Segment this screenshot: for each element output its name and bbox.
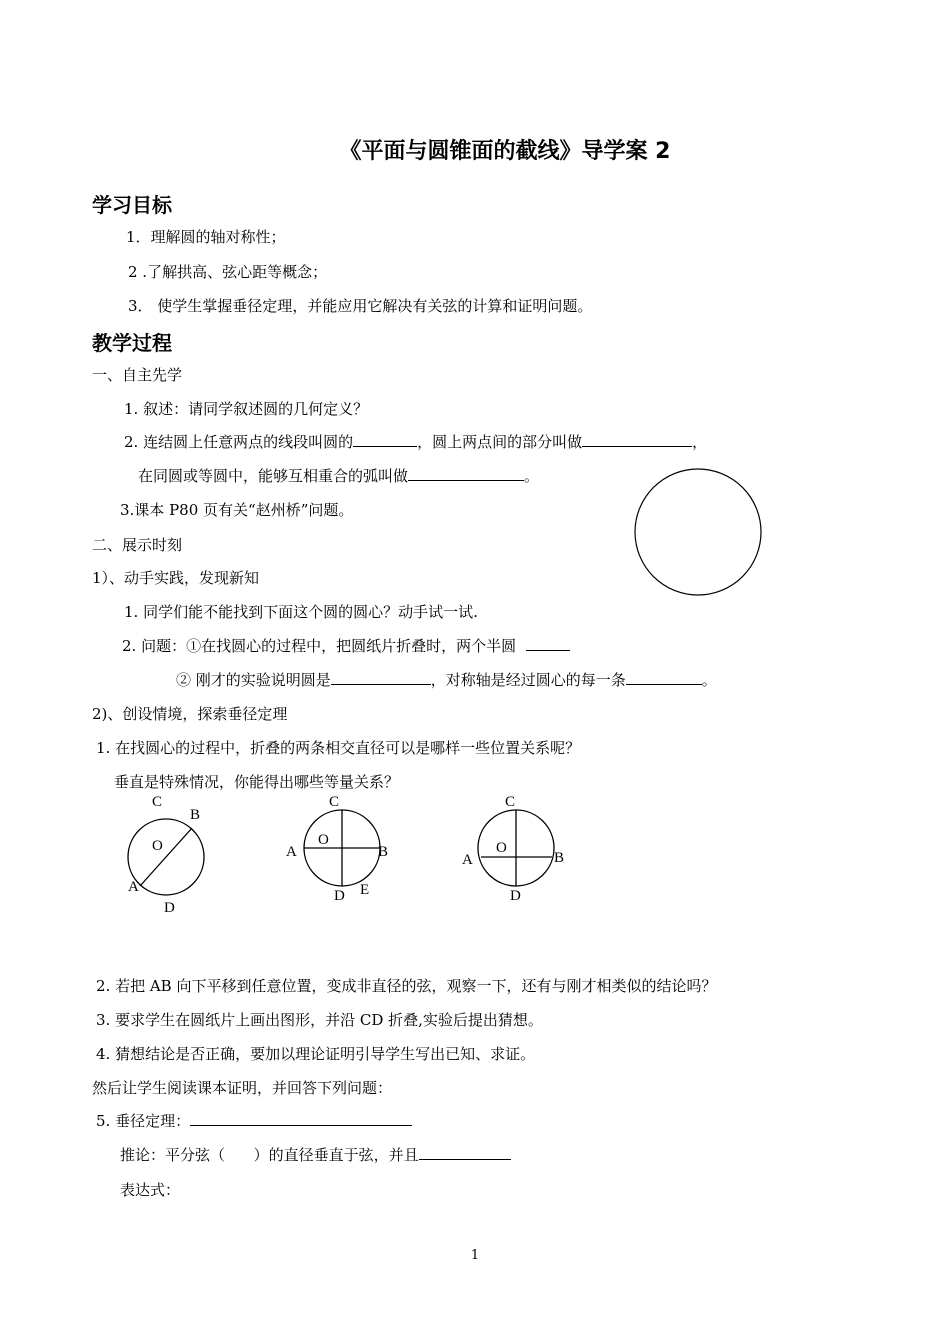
objective-1: 1．理解圆的轴对称性； (126, 228, 286, 246)
figure-1-diameter-ab (140, 828, 192, 886)
practice-1: 1. 同学们能不能找到下面这个圆的圆心？动手试一试. (124, 603, 478, 621)
question-1: 1. 叙述：请同学叙述圆的几何定义？ (124, 400, 369, 418)
label-B: B (190, 807, 201, 823)
corollary-line: 推论：平分弦（ ）的直径垂直于弦，并且 (120, 1145, 511, 1165)
objective-2: 2 .了解拱高、弦心距等概念； (128, 263, 328, 281)
subpart-hands-on: 1）、动手实践，发现新知 (92, 569, 260, 587)
reason-5: 然后让学生阅读课本证明，并回答下列问题： (92, 1079, 393, 1097)
reason-1b: 垂直是特殊情况，你能得出哪些等量关系？ (114, 773, 400, 791)
blank-symmetric[interactable] (331, 670, 431, 685)
expression-line: 表达式： (120, 1181, 181, 1199)
figure-1 (120, 790, 220, 920)
section-heading-objectives: 学习目标 (92, 193, 172, 217)
practice-2-line1: 2. 问题：①在找圆心的过程中，把圆纸片折叠时，两个半圆 (122, 636, 570, 656)
figure-2 (284, 790, 404, 920)
blank-axis[interactable] (626, 670, 702, 685)
part-show-time: 二、展示时刻 (92, 536, 183, 554)
question-3: 3.课本 P80 页有关“赵州桥”问题。 (120, 501, 354, 519)
blank-equal-arc[interactable] (408, 466, 524, 481)
blank-corollary[interactable] (419, 1145, 511, 1160)
big-circle (635, 469, 761, 595)
big-circle-figure (634, 468, 764, 598)
label-O: O (152, 838, 163, 854)
label-E: E (360, 882, 370, 898)
label-C: C (152, 794, 163, 810)
question-2-line2: 在同圆或等圆中，能够互相重合的弧叫做 。 (138, 467, 540, 485)
figure-3 (460, 790, 580, 920)
question-2-line1: 2. 连结圆上任意两点的线段叫圆的 ，圆上两点间的部分叫做 ， (124, 433, 708, 451)
blank-arc[interactable] (582, 432, 692, 447)
label-A: A (462, 852, 473, 868)
reason-1: 1. 在找圆心的过程中，折叠的两条相交直径可以是哪样一些位置关系呢？ (96, 739, 581, 757)
reason-2: 2. 若把 AB 向下平移到任意位置，变成非直径的弦，观察一下，还有与刚才相类似的结论吗？ (96, 977, 717, 995)
label-A: A (128, 879, 139, 895)
blank-theorem[interactable] (190, 1111, 412, 1126)
label-D: D (510, 888, 521, 904)
blank-chord[interactable] (353, 432, 417, 447)
reason-4: 4. 猜想结论是否正确，要加以理论证明引导学生写出已知、求证。 (96, 1045, 536, 1063)
blank-semicircles[interactable] (526, 636, 570, 651)
practice-2-line2: ② 刚才的实验说明圆是 ，对称轴是经过圆心的每一条 。 (176, 671, 717, 689)
theorem-line: 5. 垂径定理： (96, 1111, 412, 1131)
label-O: O (496, 840, 507, 856)
objective-3: 3． 使学生掌握垂径定理，并能应用它解决有关弦的计算和证明问题。 (128, 297, 593, 315)
section-heading-process: 教学过程 (92, 331, 172, 355)
label-O: O (318, 832, 329, 848)
part-self-study: 一、自主先学 (92, 366, 183, 384)
reason-3: 3. 要求学生在圆纸片上画出图形，并沿 CD 折叠,实验后提出猜想。 (96, 1011, 543, 1029)
label-B: B (554, 850, 565, 866)
label-B: B (378, 844, 389, 860)
subpart-theorem: 2)、创设情境，探索垂径定理 (92, 705, 288, 723)
label-C: C (505, 794, 516, 810)
page-number: 1 (470, 1248, 480, 1263)
label-C: C (329, 794, 340, 810)
label-D: D (164, 900, 175, 916)
page-title: 《平面与圆锥面的截线》导学案 2 (339, 139, 671, 164)
label-A: A (286, 844, 297, 860)
label-D: D (334, 888, 345, 904)
